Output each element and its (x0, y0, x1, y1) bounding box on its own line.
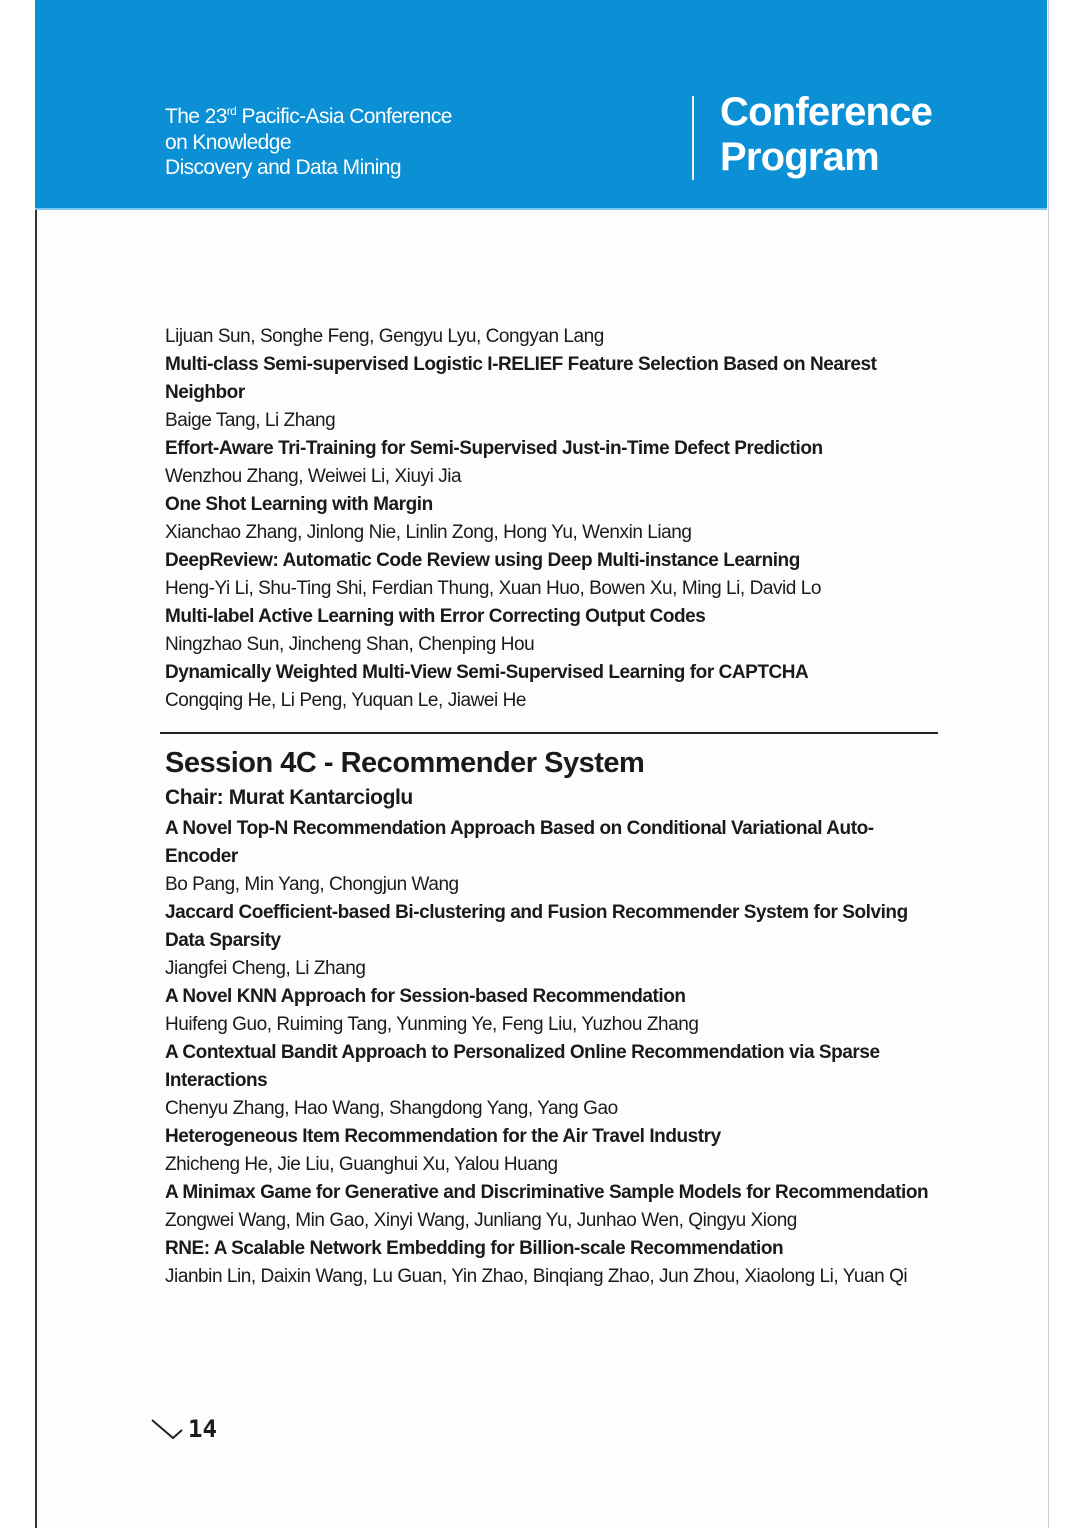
paper-authors: Lijuan Sun, Songhe Feng, Gengyu Lyu, Congyan Lang (165, 326, 604, 347)
session-heading: Session 4C - Recommender System (165, 747, 645, 779)
paper-authors: Xianchao Zhang, Jinlong Nie, Linlin Zong, Hong Yu, Wenxin Liang (165, 522, 692, 543)
chevron-down-icon (150, 1416, 184, 1442)
paper-authors: Baige Tang, Li Zhang (165, 410, 336, 431)
paper-authors: Jianbin Lin, Daixin Wang, Lu Guan, Yin Zhao, Binqiang Zhao, Jun Zhou, Xiaolong Li, Yuan Qi (165, 1266, 908, 1287)
paper-authors: Huifeng Guo, Ruiming Tang, Yunming Ye, Feng Liu, Yuzhou Zhang (165, 1014, 699, 1035)
paper-authors: Congqing He, Li Peng, Yuquan Le, Jiawei He (165, 690, 527, 711)
paper-title: RNE: A Scalable Network Embedding for Billion-scale Recommendation (165, 1238, 784, 1259)
paper-authors: Zongwei Wang, Min Gao, Xinyi Wang, Junliang Yu, Junhao Wen, Qingyu Xiong (165, 1210, 797, 1231)
ordinal-suffix: rd (226, 104, 237, 118)
paper-authors: Zhicheng He, Jie Liu, Guanghui Xu, Yalou Huang (165, 1154, 558, 1175)
paper-title: Jaccard Coefficient-based Bi-clustering and Fusion Recommender System for Solving Data Sparsity (165, 902, 908, 951)
paper-authors: Bo Pang, Min Yang, Chongjun Wang (165, 874, 459, 895)
paper-authors: Heng-Yi Li, Shu-Ting Shi, Ferdian Thung, Xuan Huo, Bowen Xu, Ming Li, David Lo (165, 578, 821, 599)
conference-name (165, 99, 452, 181)
paper-title: Heterogeneous Item Recommendation for the Air Travel Industry (165, 1126, 721, 1147)
paper-title: A Novel KNN Approach for Session-based Recommendation (165, 986, 686, 1007)
paper-authors: Wenzhou Zhang, Weiwei Li, Xiuyi Jia (165, 466, 462, 487)
header-divider (692, 96, 694, 180)
conference-line: Pacific-Asia Conference (236, 105, 452, 128)
session-4c (165, 745, 935, 1291)
conference-line: on Knowledge (165, 130, 291, 154)
session-chair: Chair: Murat Kantarcioglu (165, 786, 413, 809)
page-footer (150, 1415, 217, 1443)
paper-title: A Contextual Bandit Approach to Personalized Online Recommendation via Sparse Interactions (165, 1042, 880, 1091)
paper-authors: Ningzhao Sun, Jincheng Shan, Chenping Hou (165, 634, 535, 655)
program-title-line: Conference (720, 90, 933, 134)
conference-line: The 23 (165, 105, 227, 128)
paper-title: Dynamically Weighted Multi-View Semi-Supervised Learning for CAPTCHA (165, 662, 809, 683)
paper-authors: Jiangfei Cheng, Li Zhang (165, 958, 366, 979)
program-title-line: Program (720, 135, 879, 179)
paper-title: DeepReview: Automatic Code Review using Deep Multi-instance Learning (165, 550, 800, 571)
continued-paper-list (165, 323, 935, 715)
paper-title: Multi-class Semi-supervised Logistic I-RELIEF Feature Selection Based on Nearest Neighbor (165, 354, 877, 403)
paper-title: Effort-Aware Tri-Training for Semi-Supervised Just-in-Time Defect Prediction (165, 438, 823, 459)
section-rule (160, 732, 938, 734)
paper-title: One Shot Learning with Margin (165, 494, 433, 515)
program-title (720, 90, 932, 180)
paper-title: Multi-label Active Learning with Error Correcting Output Codes (165, 606, 706, 627)
paper-authors: Chenyu Zhang, Hao Wang, Shangdong Yang, Yang Gao (165, 1098, 618, 1119)
paper-title: A Minimax Game for Generative and Discriminative Sample Models for Recommendation (165, 1182, 929, 1203)
conference-line: Discovery and Data Mining (165, 156, 401, 179)
page-number: 14 (188, 1415, 217, 1443)
paper-title: A Novel Top-N Recommendation Approach Based on Conditional Variational Auto-Encoder (165, 818, 874, 867)
